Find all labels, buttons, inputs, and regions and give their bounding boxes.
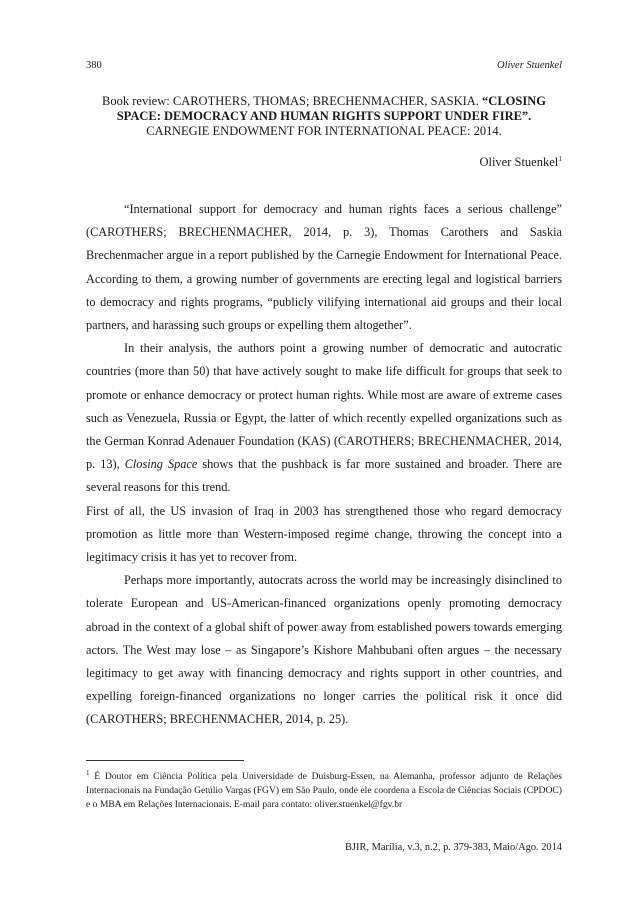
byline-author: Oliver Stuenkel bbox=[479, 155, 559, 169]
paragraph-1: “International support for democracy and human rights faces a serious challenge” (CAROTHERS; BRECHENMACHER, 2014, p. 3), Thomas Carothers and Saskia Brechenmacher argue in a report published by the Carnegie Endowment for International Peace. According to them, a growing number of governments are erecting legal and logistical barriers to democracy and rights programs, “publicly vilifying international aid groups and their local partners, and harassing such groups or expelling them altogether”. bbox=[86, 202, 562, 333]
running-header bbox=[86, 60, 562, 72]
title-prefix: Book review: CAROTHERS, THOMAS; BRECHENMACHER, SASKIA. bbox=[102, 94, 479, 108]
paragraph-3: First of all, the US invasion of Iraq in 2003 has strengthened those who regard democracy promotion as little more than Western-imposed regime change, throwing the concept into a legitimacy crisis it has yet to recover from. bbox=[86, 503, 562, 565]
book-title-italic: Closing Space bbox=[124, 457, 198, 472]
review-title bbox=[86, 94, 562, 139]
paragraph-2-start: In their analysis, the authors point a growing number of democratic and autocratic countries (more than 50) that have actively sought to make life difficult for groups that seek to promote or enhance democracy or protect human rights. While most are aware of extreme cases such as Venezuela, Russia or Egypt, the latter of which recently expelled organizations such as the German Konrad Adenauer Foundation (KAS) (CAROTHERS; BRECHENMACHER, 2014, p. 13), bbox=[86, 341, 562, 472]
footnote-number: 1 bbox=[86, 769, 90, 777]
title-publisher: CARNEGIE ENDOWMENT FOR INTERNATIONAL PEACE: 2014. bbox=[146, 124, 502, 138]
journal-reference: BJIR, Marília, v.3, n.2, p. 379-383, Maio/Ago. 2014 bbox=[345, 842, 562, 853]
paragraph-4: Perhaps more importantly, autocrats across the world may be increasingly disinclined to tolerate European and US-American-financed organizations openly promoting democracy abroad in the context of a global shift of power away from established powers towards emerging actors. The West may lose – as Singapore’s Kishore Mahbubani often argues – the necessary legitimacy to get away with financing democracy and rights support in other countries, and expelling foreign-financed organizations no longer carries the political risk it once did (CAROTHERS; BRECHENMACHER, 2014, p. 25). bbox=[86, 573, 562, 727]
author-byline bbox=[479, 155, 562, 169]
article-body bbox=[86, 198, 562, 732]
footnote-marker: 1 bbox=[558, 154, 562, 163]
footnote-text: É Doutor em Ciência Política pela Universidade de Duisburg-Essen, na Alemanha, professor adjunto de Relações Internacionais na Fundação Getúlio Vargas (FGV) em São Paulo, onde ele coordena a Escola de Ciências Sociais (CPDOC) e o MBA em Relações Internacionais. E-mail para contato: oliver.stuenkel@fgv.br bbox=[86, 771, 562, 810]
paragraph-2-end: shows that the pushback is far more sustained and broader. There are several reasons for this trend. bbox=[86, 457, 563, 495]
paragraph-2 bbox=[86, 337, 562, 499]
footnote bbox=[86, 770, 562, 812]
book-title: “CLOSING SPACE: DEMOCRACY AND HUMAN RIGHTS SUPPORT UNDER FIRE”. bbox=[116, 94, 546, 123]
footnote-divider bbox=[86, 760, 244, 761]
page-number: 380 bbox=[86, 60, 102, 71]
running-author: Oliver Stuenkel bbox=[496, 60, 562, 71]
